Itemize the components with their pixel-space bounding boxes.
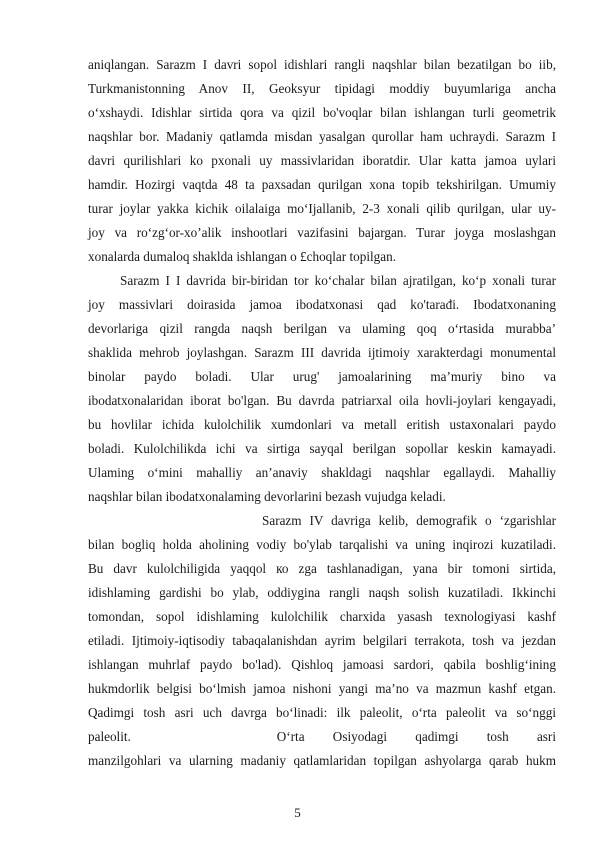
text-line: etiladi. Ijtimoiy-iqtisodiy tabaqalanishdan ayrim belgilari terrakota, tosh va jezdan <box>88 633 556 648</box>
text-line: tomondan, sopol idishlaming kulolchilik charxida yasash texnologiyasi kashf <box>88 609 556 624</box>
text-line: ishlangan muhrlaf paydo bo'lad). Qishloq jamoasi sardori, qabila boshlig‘ining <box>88 657 556 672</box>
text-line: Bu davr kulolchiligida yaqqol ко zga tashlanadigan, yana bir tomoni sirtida, <box>88 561 556 576</box>
text-line: joy va ro‘zg‘or-xo’alik inshootlari vazifasini bajargan. Turar joyga moslashgan <box>88 225 556 240</box>
text-line: Ulaming o‘mini mahalliy an’anaviy shakldagi naqshlar egallaydi. Mahalliy <box>88 465 556 480</box>
text-line: Qadimgi tosh asri uch davrga bo‘linadi: ilk paleolit, o‘rta paleolit va so‘nggi <box>88 705 556 720</box>
text-line: binolar paydo boladi. Ular urug' jamoalarining ma’muriy bino va <box>88 369 556 384</box>
page-number: 5 <box>294 805 301 820</box>
text-line: hamdir. Hozirgi vaqtda 48 ta paxsadan qurilgan xona topib tekshirilgan. Umumiy <box>88 177 556 192</box>
text-line: hukmdorlik belgisi bo‘lmish jamoa nishoni yangi ma’no va mazmun kashf etgan. <box>88 681 556 696</box>
text-line: devorlariga qizil rangda naqsh berilgan va ulaming qoq o‘rtasida murabba’ <box>88 321 556 336</box>
text-line: turar joylar yakka kichik oilalaiga mo‘Ijallanib, 2-3 xonali qilib qurilgan, ular uy- <box>88 201 556 216</box>
text-line: aniqlangan. Sarazm I davri sopol idishlari rangli naqshlar bilan bezatilgan bo iib, <box>88 57 556 72</box>
text-line: boladi. Kulolchilikda ichi va sirtiga sayqal berilgan sopollar keskin kamayadi. <box>88 441 556 456</box>
text-line: Sarazm I I davrida bir-biridan tor ko‘chalar bilan ajratilgan, ko‘p xonali turar <box>120 273 556 288</box>
text-line: o‘xshaydi. Idishlar sirtida qora va qizil bo'voqlar bilan ishlangan turli geometrik <box>88 105 556 120</box>
text-line: xonalarda dumaloq shaklda ishlangan o £choqlar topilgan. <box>88 249 396 264</box>
text-line: idishlaming gardishi bo ylab, oddiygina rangli naqsh solish kuzatiladi. Ikkinchi <box>88 585 556 600</box>
text-line: Sarazm IV davriga kelib, demografik o ‘zgarishlar <box>262 513 556 528</box>
text-line: joy massivlari doirasida jamoa ibodatxonasi qad ko'tarađi. Ibodatxonaning <box>88 297 556 312</box>
text-line: paleolit. O‘rta Osiyodagi qadimgi tosh asri <box>88 729 556 744</box>
text-line: shaklida mehrob joylashgan. Sarazm III davrida ijtimoiy xarakterdagi monumental <box>88 345 556 360</box>
text-line: naqshlar bilan ibodatxonalaming devorlarini bezash vujudga keladi. <box>88 489 446 504</box>
text-line: bu hovlilar ichida kulolchilik xumdonlari va metall eritish ustaxonalari paydo <box>88 417 556 432</box>
text-line: bilan bogliq holda aholining vodiy bo'ylab tarqalishi va uning inqirozi kuzatiladi. <box>88 537 556 552</box>
text-line: ibodatxonalaridan iborat bo'lgan. Bu davrda patriarxal oila hovli-joylari kengayadi, <box>88 393 556 408</box>
text-line: naqshlar bor. Madaniy qatlamda misdan yasalgan qurollar ham uchraydi. Sarazm I <box>88 129 556 144</box>
text-line: davri qurilishlari ko pxonali uy massivlaridan iboratdir. Ular katta jamoa uylari <box>88 153 556 168</box>
text-line: Turkmanistonning Anov II, Geoksyur tipidagi moddiy buyumlariga ancha <box>88 81 556 96</box>
text-line: manzilgohlari va ularning madaniy qatlamlaridan topilgan ashyolarga qarab hukm <box>88 753 556 768</box>
